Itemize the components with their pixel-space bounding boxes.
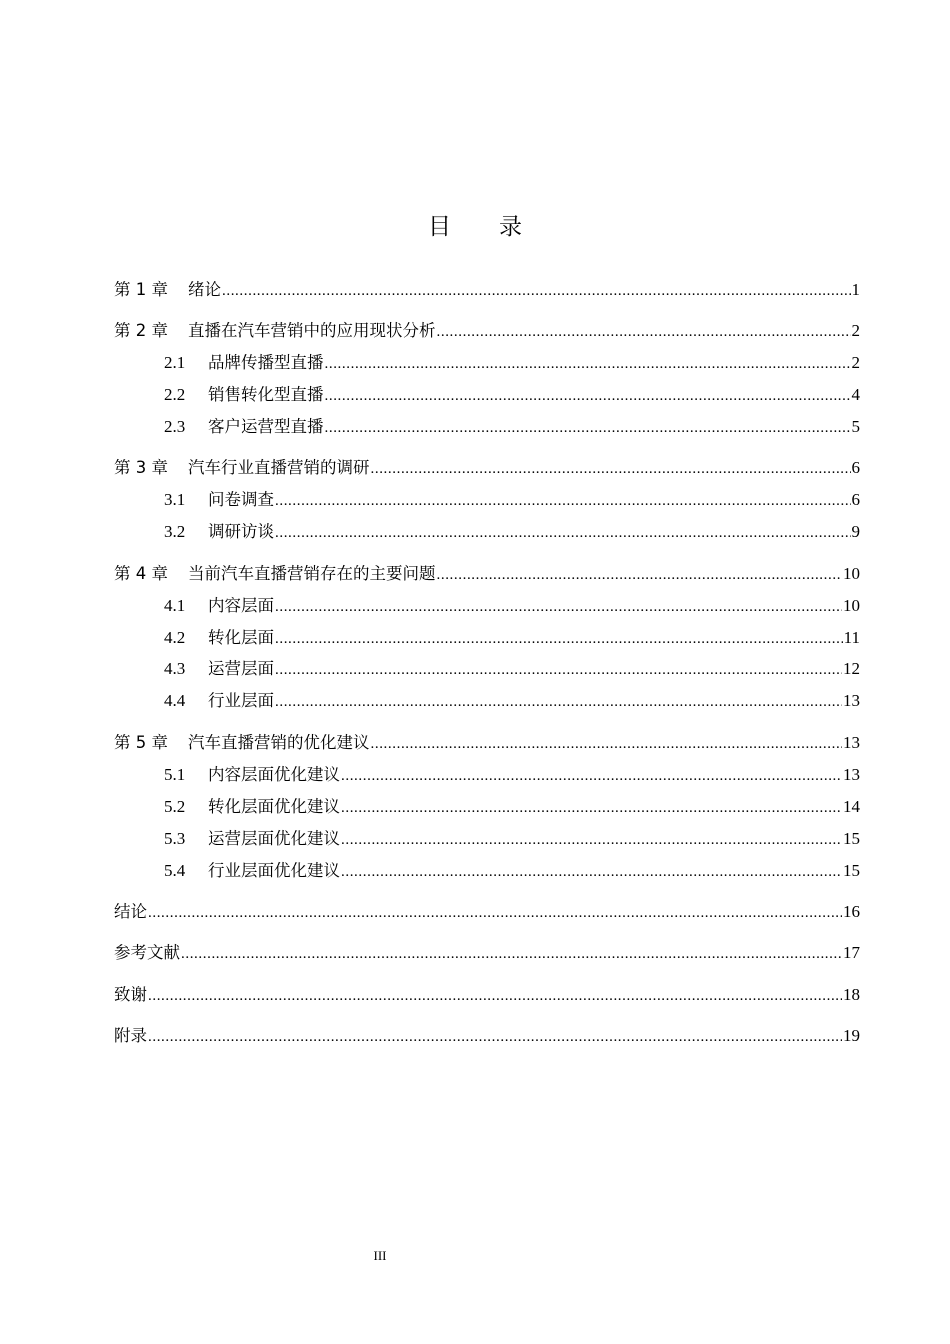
toc-entry[interactable] [164,764,860,787]
toc-chapter-number: 第 2 章 [114,321,168,340]
dot-leader [222,280,851,302]
dot-leader [148,1026,842,1048]
toc-chapter-number: 第 5 章 [114,733,168,752]
toc-entry-title: 内容层面 [208,596,274,615]
title-char-2: 录 [499,214,522,240]
toc-chapter-number: 第 4 章 [114,564,168,583]
dot-leader [341,829,842,851]
toc-page-number: 19 [843,1026,860,1045]
dot-leader [341,765,842,787]
dot-leader [275,490,851,512]
toc-entry[interactable] [164,384,860,407]
toc-entry[interactable] [114,1025,860,1048]
title-char-1: 目 [428,214,451,240]
toc-entry-title: 绪论 [188,280,221,299]
toc-page-number: 4 [851,385,860,404]
toc-page-number: 9 [851,522,860,541]
toc-section-number: 3.1 [164,490,186,509]
dot-leader [181,943,842,965]
toc-entry-title: 行业层面优化建议 [208,861,340,880]
toc-entry[interactable] [164,595,860,618]
toc-page-number: 10 [843,596,860,615]
toc-entry-title: 参考文献 [114,943,180,962]
toc-chapter-number: 第 3 章 [114,458,168,477]
toc-page-number: 5 [851,417,860,436]
toc-entry[interactable] [164,416,860,439]
dot-leader [275,522,851,544]
toc-section-number: 4.3 [164,659,186,678]
toc-page-number: 10 [843,564,860,583]
toc-entry[interactable] [164,658,860,681]
toc-entry[interactable] [114,563,860,586]
toc-page-number: 6 [851,458,860,477]
toc-section-number: 3.2 [164,522,186,541]
dot-leader [325,385,851,407]
toc-entry-title: 内容层面优化建议 [208,765,340,784]
toc-section-number: 4.2 [164,628,186,647]
toc-entry[interactable] [114,901,860,924]
toc-entry-title: 客户运营型直播 [208,417,324,436]
toc-entry-title: 运营层面优化建议 [208,829,340,848]
toc-section-number: 5.2 [164,797,186,816]
toc-section-number: 4.1 [164,596,186,615]
toc-entry[interactable] [164,521,860,544]
toc-page-number: 17 [843,943,860,962]
toc-entry[interactable] [114,279,860,302]
toc-section-number: 2.3 [164,417,186,436]
toc-entry[interactable] [164,860,860,883]
toc-entry[interactable] [164,627,860,650]
toc-entry-title: 行业层面 [208,691,274,710]
toc-entry[interactable] [164,489,860,512]
toc-page-number: 11 [843,628,860,647]
toc-entry[interactable] [114,457,860,480]
dot-leader [275,691,842,713]
toc-entry-title: 汽车行业直播营销的调研 [188,458,370,477]
toc-entry-title: 品牌传播型直播 [208,353,324,372]
dot-leader [371,458,851,480]
toc-chapter-number: 第 1 章 [114,280,168,299]
dot-leader [325,417,851,439]
dot-leader [437,564,843,586]
toc-page-number: 2 [851,321,860,340]
toc-entry-title: 致谢 [114,985,147,1004]
dot-leader [275,596,842,618]
dot-leader [148,985,842,1007]
dot-leader [275,659,842,681]
toc-entry-title: 调研访谈 [208,522,274,541]
toc-page-number: 16 [843,902,860,921]
toc-entry[interactable] [114,984,860,1007]
toc-section-number: 4.4 [164,691,186,710]
dot-leader [275,628,843,650]
toc-page-number: 14 [843,797,860,816]
toc-page-number: 15 [843,829,860,848]
dot-leader [341,861,842,883]
toc-entry-title: 结论 [114,902,147,921]
toc-entry[interactable] [164,828,860,851]
toc-entry-title: 运营层面 [208,659,274,678]
toc-section-number: 5.4 [164,861,186,880]
toc-entry[interactable] [164,352,860,375]
toc-entry-title: 转化层面优化建议 [208,797,340,816]
page-title [0,208,950,241]
toc-entry-title: 转化层面 [208,628,274,647]
toc-section-number: 5.1 [164,765,186,784]
toc-entry-title: 销售转化型直播 [208,385,324,404]
toc-section-number: 5.3 [164,829,186,848]
toc-page-number: 13 [843,765,860,784]
toc-page-number: 13 [843,691,860,710]
toc-page-number: 13 [843,733,860,752]
toc-entry[interactable] [164,690,860,713]
toc-entry[interactable] [114,732,860,755]
toc-entry[interactable] [114,942,860,965]
toc-section-number: 2.2 [164,385,186,404]
toc-section-number: 2.1 [164,353,186,372]
page-number: III [373,1248,387,1263]
toc-entry-title: 问卷调查 [208,490,274,509]
toc-entry[interactable] [114,320,860,343]
toc-page-number: 2 [851,353,860,372]
toc-page-number: 6 [851,490,860,509]
toc-entry-title: 当前汽车直播营销存在的主要问题 [188,564,436,583]
toc-page-number: 15 [843,861,860,880]
dot-leader [148,902,842,924]
toc-entry-title: 汽车直播营销的优化建议 [188,733,370,752]
toc-page-number: 1 [851,280,860,299]
toc-page-number: 18 [843,985,860,1004]
toc-entry-title: 直播在汽车营销中的应用现状分析 [188,321,436,340]
toc-entry[interactable] [164,796,860,819]
dot-leader [325,353,851,375]
toc-page-number: 12 [843,659,860,678]
dot-leader [341,797,842,819]
dot-leader [371,733,843,755]
toc-entry-title: 附录 [114,1026,147,1045]
dot-leader [437,321,851,343]
